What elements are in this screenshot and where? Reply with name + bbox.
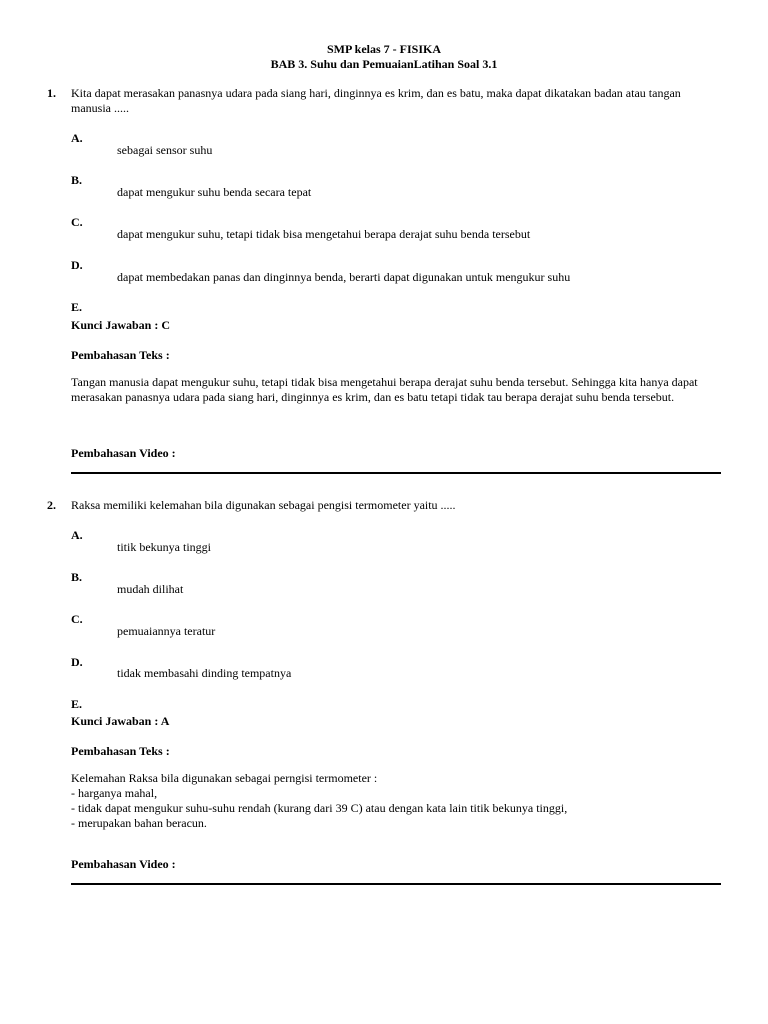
option-text-c: pemuaiannya teratur (117, 624, 216, 638)
option-text-d: dapat membedakan panas dan dinginnya benda, berarti dapat digunakan untuk mengukur suhu (117, 270, 571, 284)
discussion-line: Kelemahan Raksa bila digunakan sebagai perngisi termometer : (71, 771, 378, 785)
text-discussion: Tangan manusia dapat mengukur suhu, tetapi tidak bisa mengetahui berapa derajat suhu benda tersebut. Sehingga kita hanya dapat merasakan panasnya udara pada siang hari, dinginnya es krim, dan es batu tetapi tidak tau berapa derajat suhu benda tersebut. (71, 375, 698, 404)
option-text-b: mudah dilihat (117, 582, 184, 596)
option-letter-d: D. (71, 655, 83, 669)
option-letter-d: D. (71, 258, 83, 272)
question-text: Kita dapat merasakan panasnya udara pada siang hari, dinginnya es krim, dan es batu, maka dapat dikatakan badan atau tangan manusia ..... (71, 86, 681, 115)
text-discussion-label: Pembahasan Teks : (71, 348, 170, 362)
section-divider (71, 472, 721, 474)
option-letter-e: E. (71, 300, 83, 314)
question-number: 2. (47, 498, 56, 512)
option-text-b: dapat mengukur suhu benda secara tepat (117, 185, 312, 199)
header-chapter: BAB 3. Suhu dan PemuaianLatihan Soal 3.1 (270, 57, 498, 71)
video-discussion-label: Pembahasan Video : (71, 857, 176, 871)
option-letter-b: B. (71, 173, 83, 187)
option-letter-c: C. (71, 612, 83, 626)
discussion-line: - merupakan bahan beracun. (71, 816, 207, 830)
option-letter-c: C. (71, 215, 83, 229)
answer-key: Kunci Jawaban : C (71, 318, 171, 332)
option-letter-e: E. (71, 697, 83, 711)
option-letter-a: A. (71, 131, 83, 145)
text-discussion (71, 771, 721, 831)
video-discussion-label: Pembahasan Video : (71, 446, 176, 460)
option-text-a: sebagai sensor suhu (117, 143, 213, 157)
option-text-d: tidak membasahi dinding tempatnya (117, 666, 292, 680)
section-divider (71, 883, 721, 885)
document-header (0, 42, 768, 72)
option-letter-b: B. (71, 570, 83, 584)
option-letter-a: A. (71, 528, 83, 542)
option-text-a: titik bekunya tinggi (117, 540, 211, 554)
text-discussion-label: Pembahasan Teks : (71, 744, 170, 758)
header-subject: SMP kelas 7 - FISIKA (326, 42, 441, 56)
answer-key: Kunci Jawaban : A (71, 714, 170, 728)
option-text-c: dapat mengukur suhu, tetapi tidak bisa mengetahui berapa derajat suhu benda tersebut (117, 227, 531, 241)
discussion-line: - tidak dapat mengukur suhu-suhu rendah (kurang dari 39 C) atau dengan kata lain titik bekunya tinggi, (71, 801, 568, 815)
discussion-line: - harganya mahal, (71, 786, 158, 800)
question-text: Raksa memiliki kelemahan bila digunakan sebagai pengisi termometer yaitu ..... (71, 498, 456, 512)
question-number: 1. (47, 86, 56, 100)
